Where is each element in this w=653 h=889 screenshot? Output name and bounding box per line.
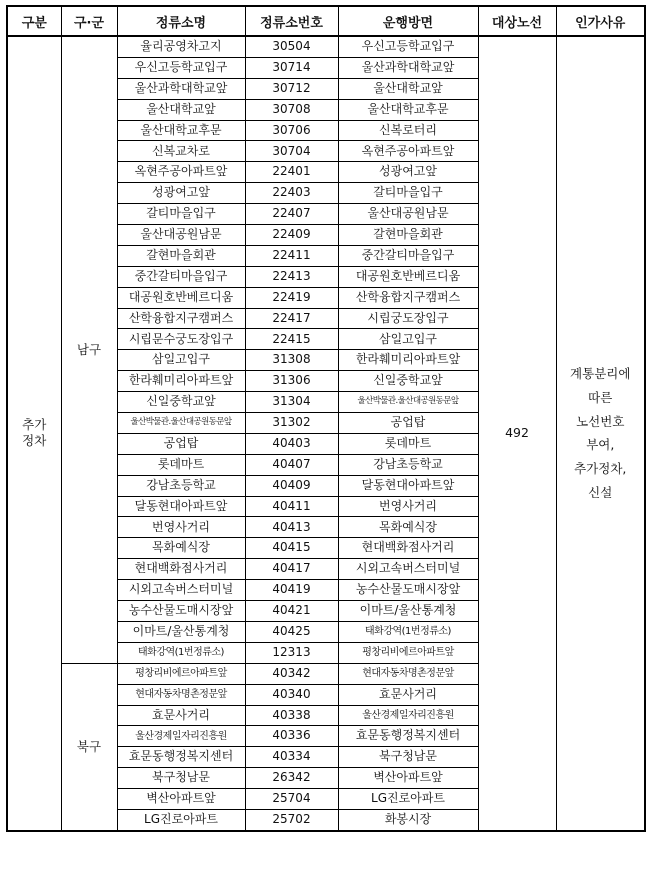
stop-name-cell: 시립문수궁도장입구 xyxy=(117,329,245,350)
direction-cell: 태화강역(1번정류소) xyxy=(338,621,478,642)
stop-number-cell: 30504 xyxy=(245,36,338,57)
stop-number-cell: 30704 xyxy=(245,141,338,162)
direction-cell: 시외고속버스터미널 xyxy=(338,559,478,580)
stop-number-cell: 40403 xyxy=(245,433,338,454)
direction-cell: 효문동행정복지센터 xyxy=(338,726,478,747)
direction-cell: 대공원호반베르디움 xyxy=(338,266,478,287)
stop-name-cell: 현대자동차명촌정문앞 xyxy=(117,684,245,705)
direction-cell: 울산대공원남문 xyxy=(338,204,478,225)
stop-name-cell: 우신고등학교입구 xyxy=(117,57,245,78)
stop-number-cell: 40413 xyxy=(245,517,338,538)
direction-cell: 평창리비에르아파트앞 xyxy=(338,642,478,663)
stop-number-cell: 40421 xyxy=(245,601,338,622)
header-stop-number: 정류소번호 xyxy=(245,6,338,36)
approval-reason-cell: 계통분리에 따른 노선번호 부여, 추가정차, 신설 xyxy=(556,36,645,831)
direction-cell: 울산경제일자리진흥원 xyxy=(338,705,478,726)
stop-name-cell: 성광여고앞 xyxy=(117,183,245,204)
stop-number-cell: 22411 xyxy=(245,245,338,266)
stop-number-cell: 40419 xyxy=(245,580,338,601)
direction-cell: 중간갈티마을입구 xyxy=(338,245,478,266)
table-row xyxy=(7,36,645,57)
stop-name-cell: 옥현주공아파트앞 xyxy=(117,162,245,183)
header-district: 구·군 xyxy=(61,6,117,36)
header-row xyxy=(7,6,645,36)
stop-number-cell: 31306 xyxy=(245,371,338,392)
stop-number-cell: 40336 xyxy=(245,726,338,747)
stop-name-cell: 울산박물관.울산대공원동문앞 xyxy=(117,413,245,434)
stop-name-cell: 율리공영차고지 xyxy=(117,36,245,57)
stop-name-cell: 울산대공원남문 xyxy=(117,225,245,246)
stop-name-cell: 산학융합지구캠퍼스 xyxy=(117,308,245,329)
stop-name-cell: 대공원호반베르디움 xyxy=(117,287,245,308)
stop-number-cell: 40342 xyxy=(245,663,338,684)
stop-name-cell: 롯데마트 xyxy=(117,454,245,475)
route-approval-table xyxy=(6,5,646,832)
direction-cell: 효문사거리 xyxy=(338,684,478,705)
direction-cell: 울산박물관.울산대공원동문앞 xyxy=(338,392,478,413)
target-route-cell: 492 xyxy=(478,36,556,831)
direction-cell: 공업탑 xyxy=(338,413,478,434)
direction-cell: 이마트/울산통계청 xyxy=(338,601,478,622)
stop-name-cell: 효문동행정복지센터 xyxy=(117,747,245,768)
stop-name-cell: 현대백화점사거리 xyxy=(117,559,245,580)
stop-name-cell: 태화강역(1번정류소) xyxy=(117,642,245,663)
stop-number-cell: 40407 xyxy=(245,454,338,475)
stop-name-cell: 공업탑 xyxy=(117,433,245,454)
stop-name-cell: 시외고속버스터미널 xyxy=(117,580,245,601)
stop-name-cell: 삼일고입구 xyxy=(117,350,245,371)
header-stop-name: 정류소명 xyxy=(117,6,245,36)
route-approval-table-container xyxy=(6,5,646,832)
direction-cell: 달동현대아파트앞 xyxy=(338,475,478,496)
stop-name-cell: 북구청남문 xyxy=(117,768,245,789)
stop-number-cell: 12313 xyxy=(245,642,338,663)
header-approval-reason: 인가사유 xyxy=(556,6,645,36)
stop-number-cell: 22413 xyxy=(245,266,338,287)
stop-number-cell: 40340 xyxy=(245,684,338,705)
direction-cell: 강남초등학교 xyxy=(338,454,478,475)
stop-number-cell: 31302 xyxy=(245,413,338,434)
stop-name-cell: 한라훼미리아파트앞 xyxy=(117,371,245,392)
stop-number-cell: 40409 xyxy=(245,475,338,496)
stop-number-cell: 31304 xyxy=(245,392,338,413)
stop-name-cell: 강남초등학교 xyxy=(117,475,245,496)
stop-name-cell: 효문사거리 xyxy=(117,705,245,726)
table-body xyxy=(7,36,645,831)
stop-number-cell: 40338 xyxy=(245,705,338,726)
district-cell: 남구 xyxy=(61,36,117,663)
stop-number-cell: 40411 xyxy=(245,496,338,517)
stop-name-cell: 신일중학교앞 xyxy=(117,392,245,413)
stop-number-cell: 22403 xyxy=(245,183,338,204)
stop-name-cell: 농수산물도매시장앞 xyxy=(117,601,245,622)
stop-name-cell: 신복교차로 xyxy=(117,141,245,162)
stop-number-cell: 22407 xyxy=(245,204,338,225)
stop-number-cell: 31308 xyxy=(245,350,338,371)
stop-name-cell: LG진로아파트 xyxy=(117,809,245,830)
stop-number-cell: 22415 xyxy=(245,329,338,350)
stop-name-cell: 목화예식장 xyxy=(117,538,245,559)
direction-cell: 갈현마을회관 xyxy=(338,225,478,246)
direction-cell: 성광여고앞 xyxy=(338,162,478,183)
stop-number-cell: 25702 xyxy=(245,809,338,830)
direction-cell: 신복로터리 xyxy=(338,120,478,141)
direction-cell: 북구청남문 xyxy=(338,747,478,768)
stop-number-cell: 40415 xyxy=(245,538,338,559)
stop-name-cell: 평창리비에르아파트앞 xyxy=(117,663,245,684)
stop-name-cell: 울산대학교앞 xyxy=(117,99,245,120)
direction-cell: 울산과학대학교앞 xyxy=(338,57,478,78)
stop-name-cell: 갈티마을입구 xyxy=(117,204,245,225)
stop-number-cell: 30712 xyxy=(245,78,338,99)
header-category: 구분 xyxy=(7,6,61,36)
stop-number-cell: 30714 xyxy=(245,57,338,78)
direction-cell: 시립궁도장입구 xyxy=(338,308,478,329)
stop-number-cell: 30708 xyxy=(245,99,338,120)
stop-name-cell: 달동현대아파트앞 xyxy=(117,496,245,517)
district-cell: 북구 xyxy=(61,663,117,831)
direction-cell: 번영사거리 xyxy=(338,496,478,517)
direction-cell: 옥현주공아파트앞 xyxy=(338,141,478,162)
stop-name-cell: 번영사거리 xyxy=(117,517,245,538)
stop-number-cell: 25704 xyxy=(245,789,338,810)
direction-cell: 우신고등학교입구 xyxy=(338,36,478,57)
stop-name-cell: 벽산아파트앞 xyxy=(117,789,245,810)
stop-name-cell: 울산과학대학교앞 xyxy=(117,78,245,99)
direction-cell: 신일중학교앞 xyxy=(338,371,478,392)
direction-cell: 갈티마을입구 xyxy=(338,183,478,204)
category-cell: 추가 정차 xyxy=(7,36,61,831)
stop-number-cell: 40417 xyxy=(245,559,338,580)
stop-number-cell: 22401 xyxy=(245,162,338,183)
direction-cell: 롯데마트 xyxy=(338,433,478,454)
direction-cell: 산학융합지구캠퍼스 xyxy=(338,287,478,308)
direction-cell: LG진로아파트 xyxy=(338,789,478,810)
direction-cell: 벽산아파트앞 xyxy=(338,768,478,789)
stop-name-cell: 울산경제일자리진흥원 xyxy=(117,726,245,747)
stop-name-cell: 이마트/울산통계청 xyxy=(117,621,245,642)
stop-name-cell: 갈현마을회관 xyxy=(117,245,245,266)
direction-cell: 현대자동차명촌정문앞 xyxy=(338,663,478,684)
direction-cell: 현대백화점사거리 xyxy=(338,538,478,559)
stop-name-cell: 울산대학교후문 xyxy=(117,120,245,141)
stop-number-cell: 40425 xyxy=(245,621,338,642)
stop-number-cell: 22417 xyxy=(245,308,338,329)
header-target-route: 대상노선 xyxy=(478,6,556,36)
direction-cell: 농수산물도매시장앞 xyxy=(338,580,478,601)
stop-number-cell: 22419 xyxy=(245,287,338,308)
header-direction: 운행방면 xyxy=(338,6,478,36)
direction-cell: 울산대학교후문 xyxy=(338,99,478,120)
direction-cell: 한라훼미리아파트앞 xyxy=(338,350,478,371)
stop-number-cell: 26342 xyxy=(245,768,338,789)
stop-number-cell: 30706 xyxy=(245,120,338,141)
stop-number-cell: 22409 xyxy=(245,225,338,246)
direction-cell: 화봉시장 xyxy=(338,809,478,830)
direction-cell: 삼일고입구 xyxy=(338,329,478,350)
direction-cell: 울산대학교앞 xyxy=(338,78,478,99)
stop-number-cell: 40334 xyxy=(245,747,338,768)
stop-name-cell: 중간갈티마을입구 xyxy=(117,266,245,287)
direction-cell: 목화예식장 xyxy=(338,517,478,538)
